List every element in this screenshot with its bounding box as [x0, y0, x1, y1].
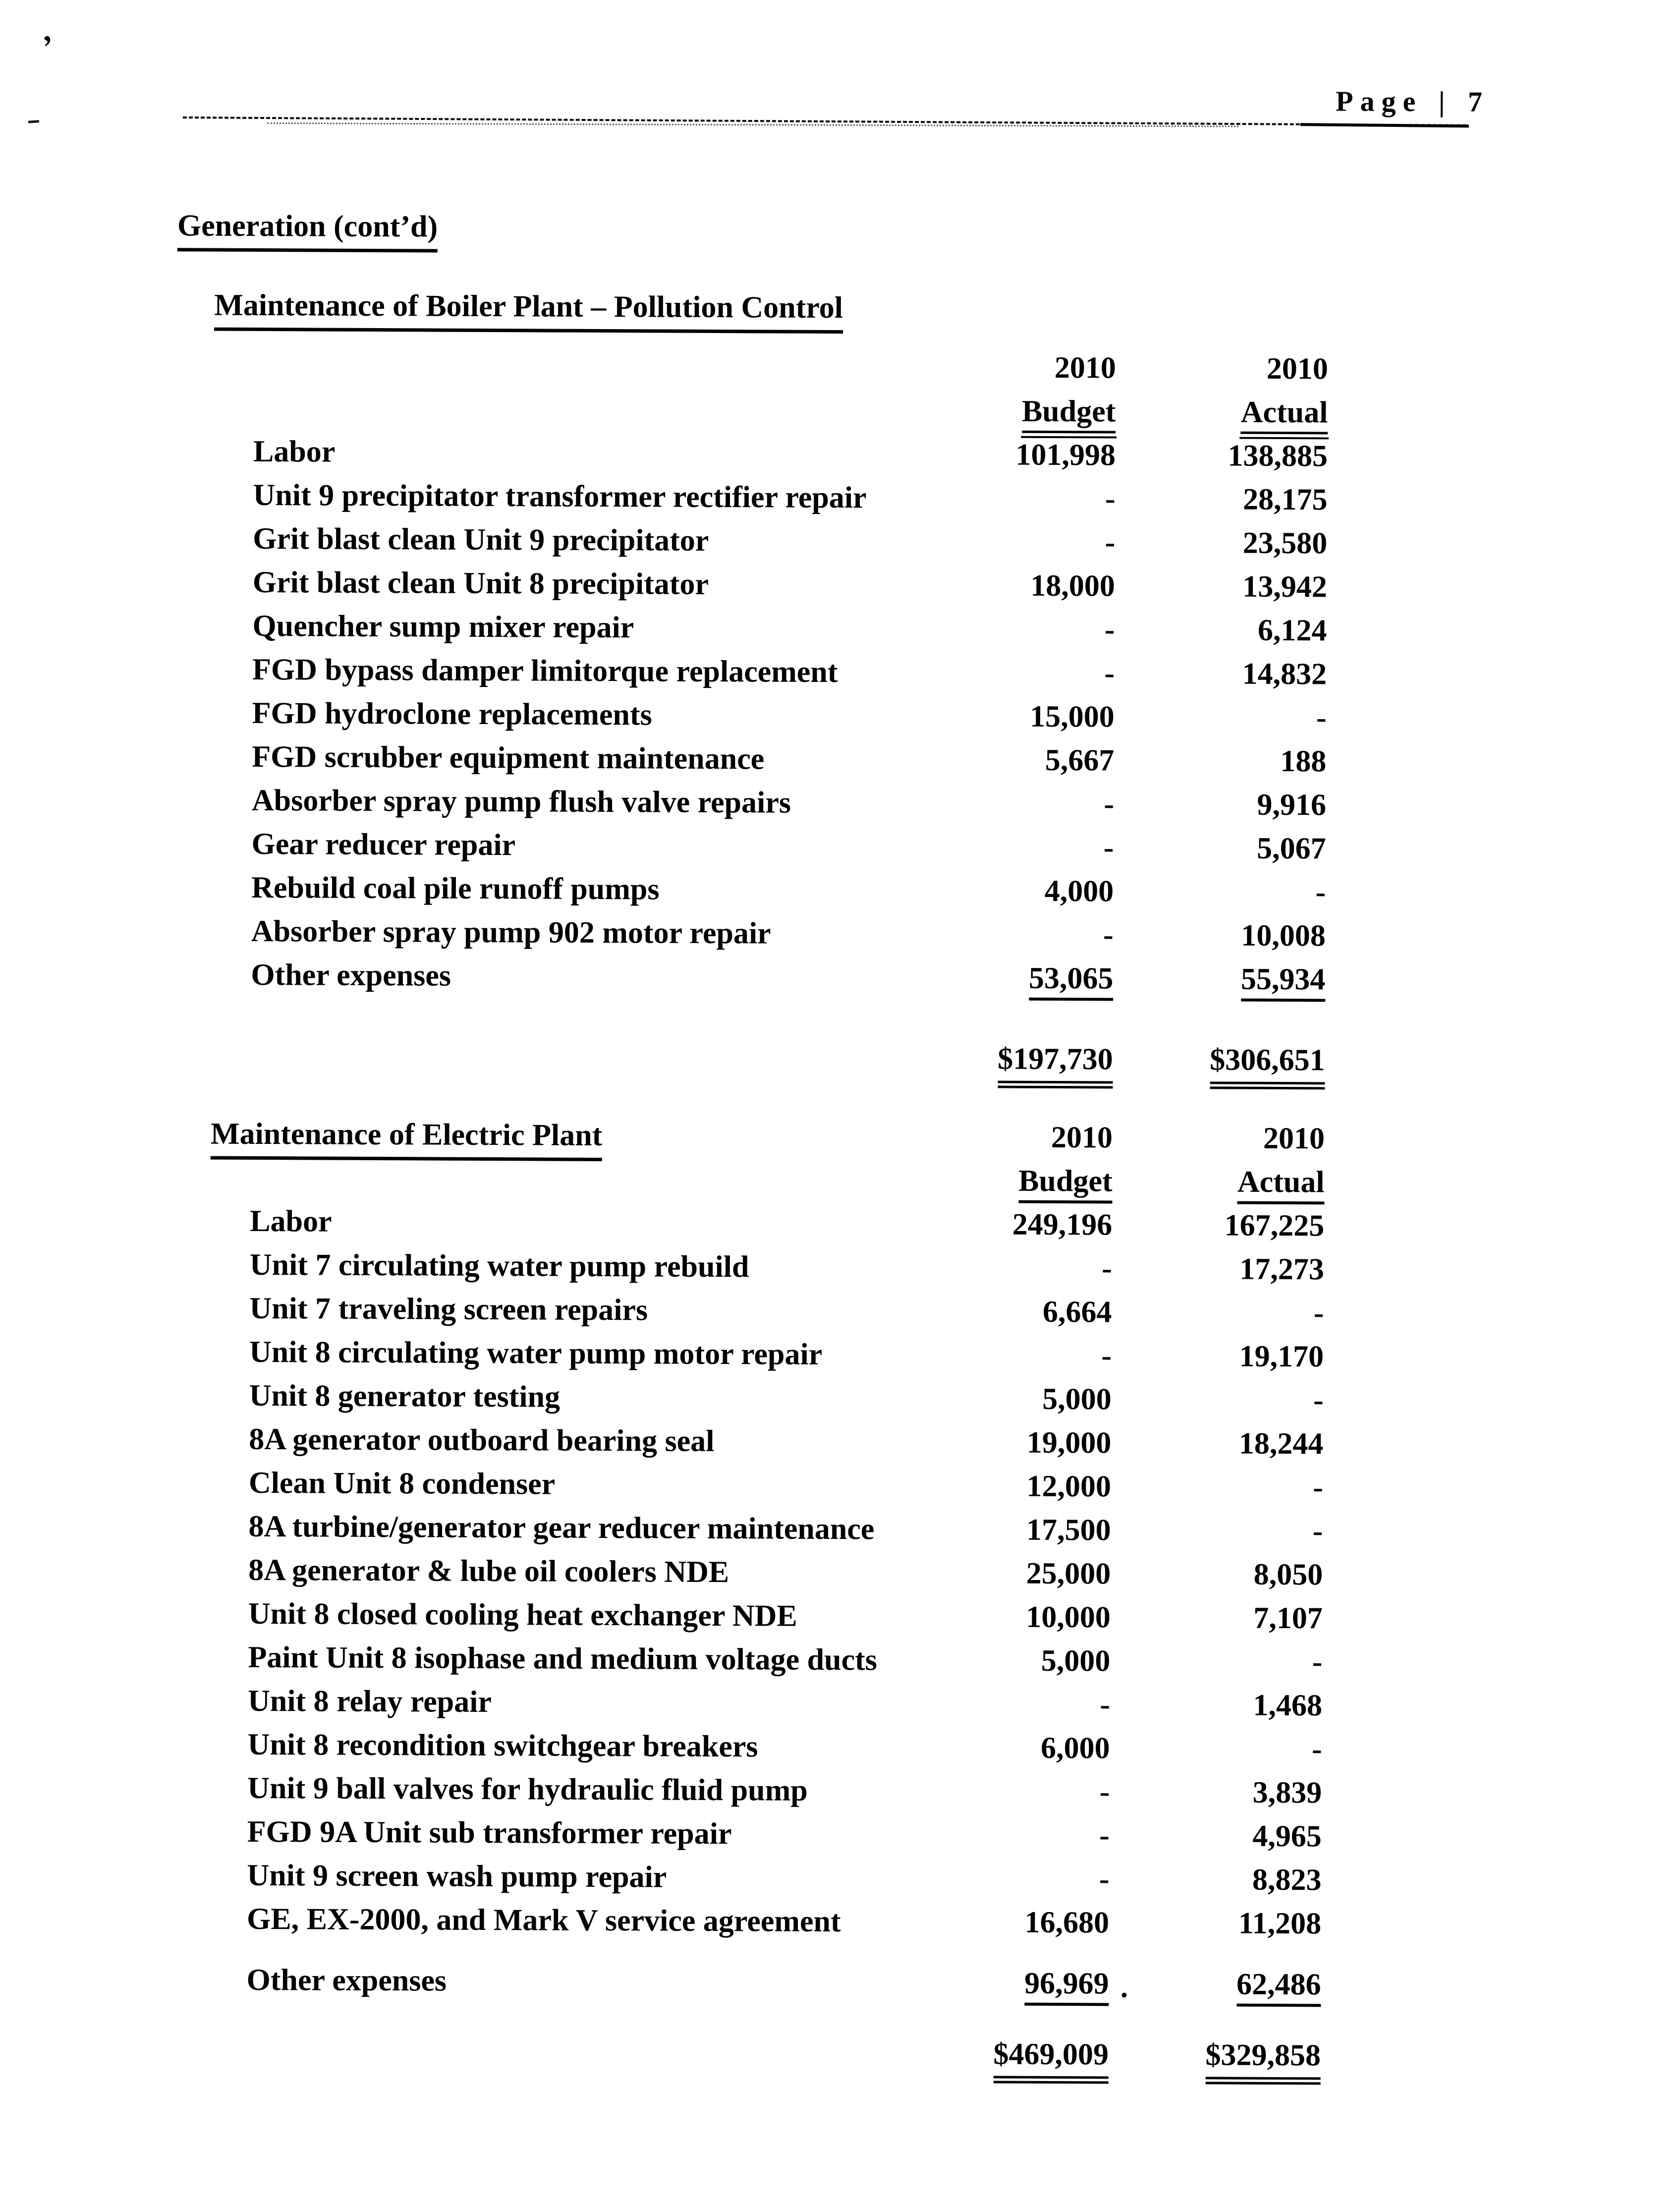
- row-budget-value: 19,000: [1026, 1425, 1112, 1460]
- row-label: Other expenses: [246, 1963, 447, 1998]
- row-label: FGD scrubber equipment maintenance: [252, 739, 765, 776]
- row-actual-value: 19,170: [1239, 1339, 1324, 1374]
- table-row: [0, 1853, 1672, 1904]
- row-budget-value: 6,000: [1040, 1731, 1110, 1765]
- row-actual-value: 7,107: [1253, 1601, 1323, 1636]
- table-row: [0, 1286, 1675, 1337]
- table-row: [0, 1547, 1673, 1598]
- table-row: [0, 1765, 1672, 1816]
- row-label: Unit 9 precipitator transformer rectifier repair: [253, 478, 867, 515]
- row-actual-value: 18,244: [1238, 1426, 1324, 1461]
- budget-column-header: Budget: [864, 1158, 1112, 1203]
- table-row: [0, 1896, 1672, 1947]
- row-label: Unit 7 traveling screen repairs: [249, 1291, 648, 1327]
- table-row: [0, 560, 1678, 611]
- row-budget-value: 6,664: [1042, 1295, 1112, 1329]
- row-budget-value: 10,000: [1026, 1600, 1111, 1635]
- row-label: FGD bypass damper limitorque replacement: [252, 652, 838, 689]
- row-budget-value: 17,500: [1026, 1513, 1111, 1547]
- row-budget-value: -: [1105, 525, 1116, 560]
- row-label: Absorber spray pump flush valve repairs: [251, 783, 791, 820]
- row-label: Labor: [253, 434, 336, 469]
- row-budget-value: 5,000: [1041, 1643, 1111, 1678]
- row-actual-value: 3,839: [1252, 1775, 1322, 1810]
- budget-year-header: 2010: [1054, 350, 1116, 385]
- row-label: Unit 8 generator testing: [249, 1378, 560, 1414]
- row-budget-value: 5,000: [1042, 1382, 1112, 1416]
- row-actual-value: 55,934: [1113, 957, 1325, 1002]
- row-budget-value: 96,969: [861, 1961, 1109, 2005]
- table-row: [0, 429, 1678, 480]
- row-budget-value: -: [1099, 1818, 1110, 1853]
- row-actual-value: 188: [1280, 744, 1327, 779]
- table-row: [0, 1678, 1673, 1729]
- row-actual-value: 23,580: [1242, 526, 1328, 561]
- row-label: Absorber spray pump 902 motor repair: [251, 914, 771, 951]
- row-actual-value: -: [1313, 1296, 1324, 1330]
- subsection-heading-boiler: [214, 285, 1679, 349]
- table-row: [0, 516, 1678, 567]
- row-actual-value: 138,885: [1228, 439, 1328, 473]
- row-actual-value: 167,225: [1224, 1208, 1325, 1243]
- row-label: Quencher sump mixer repair: [252, 609, 634, 645]
- electric-total-budget: $469,009: [861, 2032, 1109, 2076]
- row-label: GE, EX-2000, and Mark V service agreement: [246, 1902, 841, 1939]
- subsection-heading-text: Maintenance of Electric Plant: [211, 1117, 603, 1162]
- row-label: Other expenses: [251, 958, 451, 993]
- row-budget-value: 53,065: [865, 956, 1113, 1000]
- budget-column-header: Budget: [868, 389, 1116, 433]
- actual-column-header: Actual: [1116, 390, 1328, 435]
- table-row: [0, 1635, 1673, 1686]
- row-budget-value: -: [1102, 1251, 1112, 1286]
- row-label: Unit 8 closed cooling heat exchanger NDE: [248, 1596, 797, 1633]
- table-row: [0, 865, 1676, 916]
- year-header-row: [0, 341, 1679, 393]
- row-actual-value: -: [1313, 1470, 1324, 1505]
- electric-table: [0, 1198, 1675, 2008]
- row-budget-value: 12,000: [1026, 1469, 1112, 1504]
- row-label: Unit 7 circulating water pump rebuild: [249, 1247, 749, 1284]
- row-label: Paint Unit 8 isophase and medium voltage ducts: [248, 1640, 877, 1677]
- row-label: FGD hydroclone replacements: [252, 696, 652, 732]
- column-header-row: [0, 385, 1679, 436]
- row-budget-value: 249,196: [1012, 1207, 1113, 1242]
- row-budget-value: -: [1104, 656, 1115, 690]
- table-row: [0, 690, 1677, 741]
- row-label: 8A turbine/generator gear reducer maintenance: [248, 1509, 875, 1546]
- table-row: [0, 1460, 1674, 1511]
- table-row: [0, 734, 1677, 785]
- row-budget-value: -: [1099, 1862, 1110, 1896]
- row-label: Grit blast clean Unit 8 precipitator: [252, 565, 709, 601]
- row-budget-value: 18,000: [1030, 568, 1116, 603]
- row-budget-value: -: [1099, 1775, 1110, 1809]
- row-actual-value: 11,208: [1238, 1906, 1322, 1941]
- actual-year-header: 2010: [1266, 351, 1328, 386]
- row-actual-value: 14,832: [1242, 657, 1327, 691]
- row-budget-value: 25,000: [1026, 1556, 1111, 1591]
- scan-artifact-mark: ’: [40, 28, 57, 65]
- row-label: Clean Unit 8 condenser: [248, 1466, 556, 1501]
- table-row: [0, 1504, 1674, 1555]
- row-label: 8A generator outboard bearing seal: [249, 1422, 715, 1459]
- row-budget-value: -: [1103, 831, 1114, 865]
- row-actual-value: 9,916: [1257, 788, 1327, 822]
- row-label: Unit 8 recondition switchgear breakers: [247, 1727, 758, 1764]
- table-row: [0, 647, 1677, 698]
- table-row: [0, 1198, 1675, 1249]
- table-row: [0, 1809, 1672, 1860]
- electric-total-actual: $329,858: [1109, 2033, 1321, 2077]
- section-heading: [177, 206, 1679, 291]
- boiler-total-row: [0, 1033, 1676, 1084]
- row-label: 8A generator & lube oil coolers NDE: [248, 1553, 729, 1589]
- row-budget-value: -: [1105, 482, 1116, 516]
- row-label: Unit 9 screen wash pump repair: [247, 1858, 667, 1894]
- table-row: [0, 1416, 1674, 1468]
- table-row: [0, 1329, 1674, 1380]
- budget-year-header: 2010: [1051, 1120, 1113, 1155]
- row-budget-value: -: [1104, 787, 1115, 821]
- actual-year-header: 2010: [1263, 1121, 1325, 1156]
- row-actual-value: -: [1313, 1383, 1324, 1417]
- row-actual-value: 1,468: [1253, 1688, 1323, 1723]
- row-actual-value: -: [1311, 1732, 1322, 1766]
- table-row: [0, 472, 1678, 523]
- table-row: [0, 1722, 1673, 1773]
- document-body: [0, 205, 1679, 2079]
- row-budget-value: 15,000: [1030, 699, 1115, 734]
- row-actual-value: 6,124: [1257, 613, 1327, 648]
- row-actual-value: 28,175: [1242, 482, 1328, 517]
- subsection-heading-text: Maintenance of Boiler Plant – Pollution Control: [214, 288, 843, 334]
- boiler-total-budget: $197,730: [865, 1036, 1113, 1081]
- boiler-total-actual: $306,651: [1113, 1038, 1325, 1082]
- table-row: [0, 908, 1676, 960]
- table-row: [0, 603, 1678, 654]
- row-actual-value: 10,008: [1241, 918, 1326, 953]
- scan-artifact-tick: [28, 120, 39, 123]
- row-actual-value: 8,050: [1253, 1557, 1323, 1592]
- table-row: [0, 1373, 1674, 1424]
- electric-total-row: [0, 2028, 1671, 2079]
- row-budget-value: -: [1101, 1339, 1112, 1373]
- row-label: Unit 8 circulating water pump motor repair: [249, 1335, 823, 1371]
- row-budget-value: -: [1103, 918, 1114, 952]
- row-label: Labor: [250, 1204, 332, 1239]
- row-actual-value: 8,823: [1252, 1863, 1322, 1897]
- row-actual-value: -: [1315, 875, 1326, 909]
- row-budget-value: 101,998: [1015, 438, 1116, 472]
- page-number-label: Page | 7: [1335, 85, 1490, 118]
- table-row: [0, 778, 1677, 829]
- row-actual-value: 17,273: [1239, 1252, 1324, 1287]
- section-heading-text: Generation (cont’d): [177, 209, 438, 253]
- row-actual-value: 13,942: [1242, 569, 1328, 604]
- row-actual-value: 62,486: [1109, 1962, 1321, 2006]
- table-row: [0, 952, 1676, 1003]
- row-actual-value: -: [1316, 701, 1327, 735]
- row-actual-value: -: [1312, 1645, 1323, 1679]
- row-label: Grit blast clean Unit 9 precipitator: [253, 521, 709, 558]
- row-label: Rebuild coal pile runoff pumps: [251, 870, 660, 906]
- row-budget-value: -: [1100, 1688, 1111, 1722]
- table-row: [0, 1242, 1675, 1293]
- row-budget-value: 16,680: [1024, 1905, 1110, 1940]
- row-label: Unit 9 ball valves for hydraulic fluid pump: [247, 1771, 808, 1807]
- row-budget-value: 5,667: [1045, 743, 1115, 778]
- row-label: Unit 8 relay repair: [247, 1684, 492, 1719]
- table-row: [0, 1591, 1673, 1642]
- table-row: [0, 1957, 1672, 2008]
- row-label: FGD 9A Unit sub transformer repair: [247, 1814, 732, 1851]
- row-budget-value: -: [1104, 613, 1115, 647]
- column-header-row: [0, 1155, 1675, 1206]
- row-budget-value: 4,000: [1044, 874, 1114, 908]
- boiler-table: [0, 429, 1678, 1003]
- row-actual-value: 4,965: [1252, 1819, 1322, 1854]
- subsection-heading-electric: [0, 1111, 1675, 1162]
- row-label: Gear reducer repair: [251, 827, 516, 862]
- table-row: [0, 821, 1677, 872]
- row-actual-value: 5,067: [1256, 831, 1326, 866]
- actual-column-header: Actual: [1112, 1160, 1324, 1204]
- row-actual-value: -: [1312, 1514, 1323, 1548]
